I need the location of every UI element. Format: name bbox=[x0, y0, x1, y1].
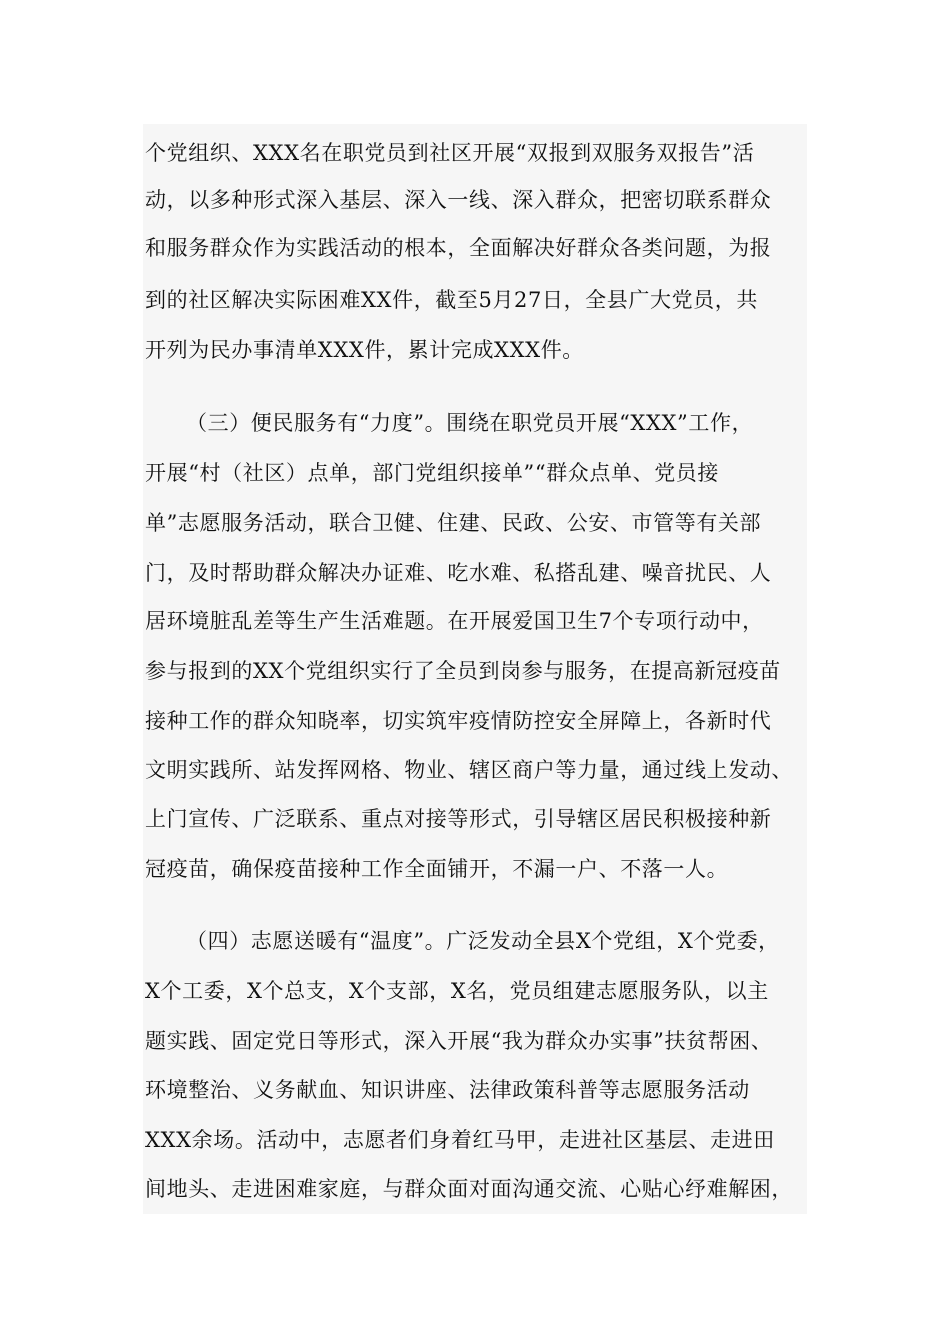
paragraph-line: 开展“村（社区）点单，部门党组织接单”“群众点单、党员接 bbox=[145, 461, 720, 485]
paragraph-line: 文明实践所、站发挥网格、物业、辖区商户等力量，通过线上发动、 bbox=[145, 758, 793, 782]
paragraph-line: 题实践、固定党日等形式，深入开展“我为群众办实事”扶贫帮困、 bbox=[145, 1029, 773, 1053]
paragraph-line: 开列为民办事清单XXX件，累计完成XXX件。 bbox=[145, 338, 584, 362]
paragraph-line: 接种工作的群众知晓率，切实筑牢疫情防控安全屏障上，各新时代 bbox=[145, 709, 772, 733]
paragraph-line: 居环境脏乱差等生产生活难题。在开展爱国卫生7个专项行动中， bbox=[145, 609, 764, 633]
paragraph-line: XXX余场。活动中，志愿者们身着红马甲，走进社区基层、走进田 bbox=[145, 1128, 775, 1152]
section-heading-line: （四）志愿送暖有“温度”。广泛发动全县X个党组，X个党委， bbox=[186, 929, 780, 953]
paragraph-line: 到的社区解决实际困难XX件，截至5月27日，全县广大党员，共 bbox=[145, 288, 758, 312]
paragraph-line: 环境整治、义务献血、知识讲座、法律政策科普等志愿服务活动 bbox=[145, 1078, 750, 1102]
paragraph-line: 冠疫苗，确保疫苗接种工作全面铺开，不漏一户、不落一人。 bbox=[145, 857, 729, 881]
paragraph-line: 门，及时帮助群众解决办证难、吃水难、私搭乱建、噪音扰民、人 bbox=[145, 561, 772, 585]
paragraph-line: 个党组织、XXX名在职党员到社区开展“双报到双服务双报告”活 bbox=[145, 141, 755, 165]
paragraph-line: 上门宣传、广泛联系、重点对接等形式，引导辖区居民积极接种新 bbox=[145, 807, 772, 831]
paragraph-line: 间地头、走进困难家庭，与群众面对面沟通交流、心贴心纾难解困， bbox=[145, 1177, 793, 1201]
paragraph-line: 和服务群众作为实践活动的根本，全面解决好群众各类问题，为报 bbox=[145, 236, 772, 260]
section-heading-line: （三）便民服务有“力度”。围绕在职党员开展“XXX”工作， bbox=[186, 411, 754, 435]
paragraph-line: X个工委，X个总支，X个支部，X名，党员组建志愿服务队，以主 bbox=[145, 979, 769, 1003]
paragraph-line: 单”志愿服务活动，联合卫健、住建、民政、公安、市管等有关部 bbox=[145, 511, 762, 535]
paragraph-line: 动，以多种形式深入基层、深入一线、深入群众，把密切联系群众 bbox=[145, 188, 772, 212]
paragraph-line: 参与报到的XX个党组织实行了全员到岗参与服务，在提高新冠疫苗 bbox=[145, 659, 781, 683]
